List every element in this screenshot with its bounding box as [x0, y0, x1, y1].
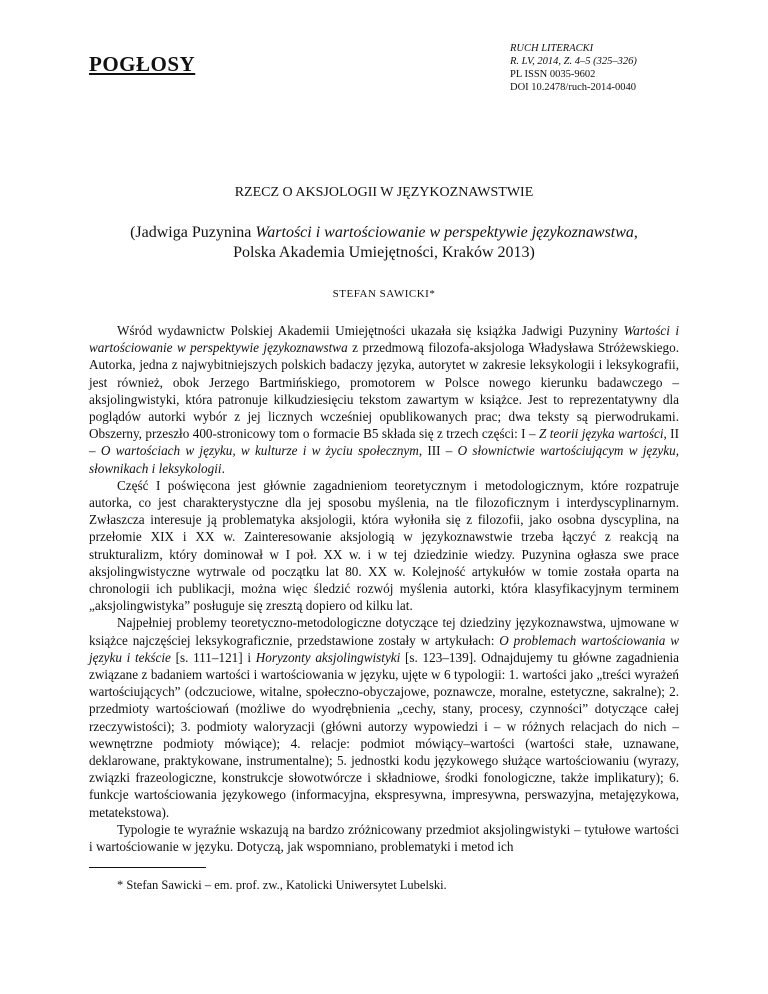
reviewed-book-title: Wartości i wartościowanie w perspektywie językoznawstwa [255, 224, 634, 241]
reviewed-book: (Jadwiga Puzynina Wartości i wartościowanie w perspektywie językoznawstwa, Polska Akademia Umiejętności, Kraków 2013) [130, 224, 638, 261]
paragraph: Wśród wydawnictw Polskiej Akademii Umiejętności ukazała się książka Jadwigi Puzyniny Wartości i wartościowanie w perspektywie językoznawstwa z przedmową filozofa-aksjologa Władysława Stróżewskiego. Autorka, jedna z najwybitniejszych polskich badaczy języka, autorytet w zakresie leksykologii i leksykografii, jest również, obok Jerzego Bartmińskiego, promotorem w Polsce nowego kierunku badawczego – aksjolingwistyki, która patronuje kilkudziesięciu tekstom zawartym w książce. Jest to reprezentatywny dla poglądów autorki wybór z jej licznych wcześniej opublikowanych prac; dwa teksty są pierwodrukami. Obszerny, przeszło 400-stronicowy tom o formacie B5 składa się z trzech części: I – Z teorii języka wartości, II – O wartościach w języku, w kulturze i w życiu społecznym, III – O słownictwie wartościującym w języku, słownikach i leksykologii. [89, 323, 680, 476]
paragraph: Najpełniej problemy teoretyczno-metodologiczne dotyczące tej dziedziny językoznawstwa, ujmowane w książce najczęściej leksykograficznie, przedstawione zostały w artykułach: O problemach wartościowania w języku i tekście [s. 111–121] i Horyzonty aksjolingwistyki [s. 123–139]. Odnajdujemy tu główne zagadnienia związane z badaniem wartości i wartościowania w języku, ujęte w 6 typologii: 1. wartości jako „treści wyrażeń wartościujących” (odczuciowe, witalne, społeczno-obyczajowe, poznawcze, moralne, estetyczne, sakralne); 2. przedmioty wartościowań (możliwe do wyodrębnienia „cechy, stany, procesy, czynności” dotyczące całej rzeczywistości); 3. podmioty waloryzacji (główni autorzy wypowiedzi i – w różnych relacjach do nich – wewnętrzne podmioty mówiące); 4. relacje: podmiot mówiący–wartości (wartości stałe, uznawane, deklarowane, praktykowane, instrumentalne); 5. jednostki kodu językowego służące wartościowaniu (wyrazy, związki frazeologiczne, konstrukcje słowotwórcze i składniowe, środki fonologiczne, także implikatury); 6. funkcje wartościowania językowego (informacyjna, ekspresywna, impresywna, perswazyjna, metajęzykowa, metatekstowa). [89, 615, 680, 820]
article-author: STEFAN SAWICKI* [332, 288, 436, 300]
journal-doi: DOI 10.2478/ruch-2014-0040 [510, 82, 636, 93]
section-title: POGŁOSY [89, 52, 196, 76]
author-footnote: * Stefan Sawicki – em. prof. zw., Katolicki Uniwersytet Lubelski. [117, 878, 447, 892]
journal-issue: R. LV, 2014, Z. 4–5 (325–326) [510, 56, 637, 67]
journal-name: RUCH LITERACKI [510, 43, 594, 54]
paragraph: Część I poświęcona jest głównie zagadnieniom teoretycznym i metodologicznym, które rozpatruje autorka, co jest charakterystyczne dla jej sposobu myślenia, na tle filozoficznym i interdyscyplinarnym. Zwłaszcza interesuje ją problematyka aksjologii, która wyłoniła się z filozofii, jako osobna dyscyplina, na przełomie XIX i XX w. Zainteresowanie aksjologią w językoznawstwie trzeba łączyć z reakcją na strukturalizm, który dominował w I poł. XX w. i w tej dziedzinie wiedzy. Puzynina ogłasza swe prace aksjolingwistyczne wytrwale od początku lat 80. XX w. Kolejność artykułów w tomie została oparta na chronologii ich publikacji, można więc śledzić rozwój myślenia autorki, która klasyfikacyjnym terminem „aksjolingwistyka” posługuje się zresztą dopiero od kilku lat. [89, 477, 679, 614]
journal-issn: PL ISSN 0035-9602 [510, 69, 596, 80]
reviewed-book-author: (Jadwiga Puzynina [130, 224, 256, 241]
article-body [89, 322, 679, 855]
paragraph: Typologie te wyraźnie wskazują na bardzo zróżnicowany przedmiot aksjolingwistyki – tytułowe wartości i wartościowanie w języku. Dotyczą, jak wspomniano, problematyki i metod ich [89, 821, 679, 855]
reviewed-book-publisher: Polska Akademia Umiejętności, Kraków 2013) [233, 244, 535, 261]
footnote-divider [89, 867, 206, 868]
journal-metadata [510, 42, 637, 94]
article-title: RZECZ O AKSJOLOGII W JĘZYKOZNAWSTWIE [234, 185, 534, 200]
